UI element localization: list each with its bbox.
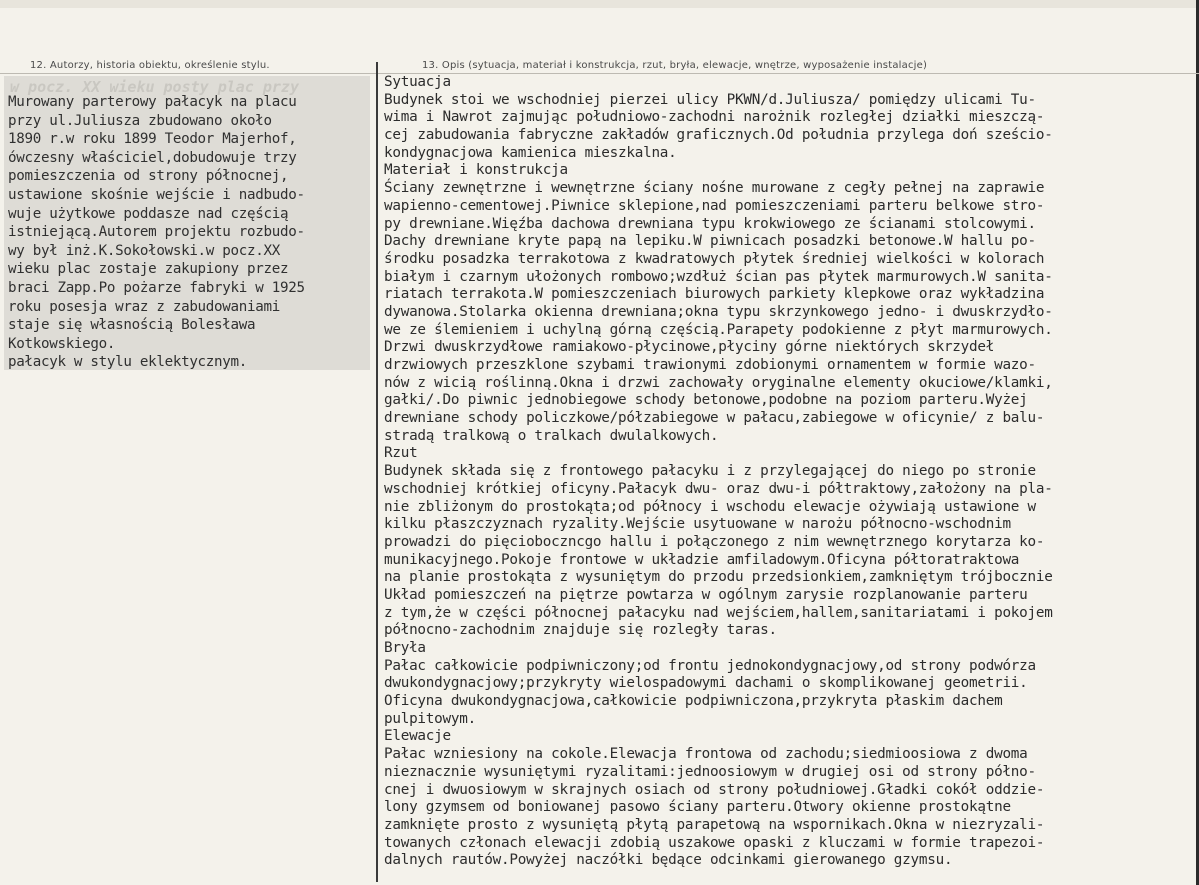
text-line: Dachy drewniane kryte papą na lepiku.W piwnicach posadzki betonowe.W hallu po-: [384, 233, 1036, 250]
text-line: wuje użytkowe poddasze nad częścią: [8, 205, 289, 222]
text-line: kilku płaszczyznach ryzality.Wejście usytuowane w narożu północno-wschodnim: [384, 516, 1011, 533]
text-line: Ściany zewnętrzne i wewnętrzne ściany nośne murowane z cegły pełnej na zaprawie: [384, 180, 1045, 197]
text-line: drewniane schody policzkowe/półzabiegowe w pałacu,zabiegowe w oficynie/ z balu-: [384, 410, 1045, 427]
text-line: zamknięte prosto z wysuniętą płytą parapetową na wspornikach.Okna w niezryzali-: [384, 816, 1045, 833]
text-line: na planie prostokąta z wysuniętym do przodu przedsionkiem,zamkniętym trójbocznie: [384, 569, 1053, 586]
text-line: ówczesny właściciel,dobudowuje trzy: [8, 149, 297, 166]
section-heading-elewacje: Elewacje: [384, 728, 451, 745]
text-line: cej zabudowania fabryczne zakładów graficznych.Od południa przylega doń sześcio-: [384, 127, 1053, 144]
history-text-block: [8, 93, 372, 372]
text-line: braci Zapp.Po pożarze fabryki w 1925: [8, 279, 305, 296]
section-heading-rzut: Rzut: [384, 445, 418, 462]
text-line: dywanowa.Stolarka okienna drewniana;okna typu skrzynkowego jedno- i dwuskrzydło-: [384, 303, 1053, 320]
text-line: pulpitowym.: [384, 710, 476, 727]
section-12-header: 12. Autorzy, historia obiektu, określenie stylu.: [30, 60, 270, 71]
section-heading-material: Materiał i konstrukcja: [384, 162, 568, 179]
text-line: Budynek składa się z frontowego pałacyku i z przylegającej do niego po stronie: [384, 463, 1036, 480]
text-line: nieznacznie wysuniętymi ryzalitami:jednoosiowym w drugiej osi od strony półno-: [384, 763, 1036, 780]
text-line: północno-zachodnim znajduje się rozległy taras.: [384, 622, 777, 639]
faded-overwritten-text: w pocz. XX wieku posty plac przy: [10, 78, 299, 96]
text-line: przy ul.Juliusza zbudowano około: [8, 112, 272, 129]
text-line: nie zbliżonym do prostokąta;od północy i wschodu elewacje ożywiają ustawione w: [384, 498, 1036, 515]
section-heading-sytuacja: Sytuacja: [384, 74, 451, 90]
text-line: 1890 r.w roku 1899 Teodor Majerhof,: [8, 131, 297, 148]
text-line: Kotkowskiego.: [8, 335, 116, 352]
text-line: prowadzi do pięcioboczncgo hallu i połączonego z nim wewnętrznego korytarza ko-: [384, 533, 1045, 550]
text-line: wy był inż.K.Sokołowski.w pocz.XX: [8, 242, 280, 259]
description-text-block: [384, 74, 1196, 870]
text-line: z tym,że w części północnej pałacyku nad wejściem,hallem,sanitariatami i pokojem: [384, 604, 1053, 621]
text-line: riatach terrakota.W pomieszczeniach biurowych parkiety klepkowe oraz wykładzina: [384, 286, 1045, 303]
text-line: we ze ślemieniem i uchylną górną częścią.Parapety podokienne z płyt marmurowych.: [384, 321, 1053, 338]
text-line: py drewniane.Więźba dachowa drewniana typu krokwiowego ze ścianami stolcowymi.: [384, 215, 1036, 232]
text-line: kondygnacjowa kamienica mieszkalna.: [384, 144, 677, 161]
text-line: Oficyna dwukondygnacjowa,całkowicie podpiwniczona,przykryta płaskim dachem: [384, 693, 1003, 710]
text-line: Pałac całkowicie podpiwniczony;od frontu jednokondygnacjowy,od strony podwórza: [384, 657, 1036, 674]
text-line: dalnych rautów.Powyżej naczółki będące odcinkami gierowanego gzymsu.: [384, 852, 953, 869]
column-divider: [376, 62, 378, 882]
text-line: cnej i dwuosiowym w skrajnych osiach od strony południowej.Gładki cokół oddzie-: [384, 781, 1045, 798]
text-line: drzwiowych przeszklone szybami trawionymi zdobionymi ornamentem w formie wazo-: [384, 357, 1036, 373]
text-line: munikacyjnego.Pokoje frontowe w układzie amfiladowym.Oficyna półtoratraktowa: [384, 551, 1020, 568]
text-line: lony gzymsem od boniowanej pasowo ściany parteru.Otwory okienne prostokątne: [384, 799, 1011, 816]
text-line: pomieszczenia od strony północnej,: [8, 168, 289, 185]
text-line: nów z wicią roślinną.Okna i drzwi zachowały oryginalne elementy okuciowe/klamki,: [384, 374, 1053, 391]
text-line: dwukondygnacjowy;przykryty wielospadowymi dachami o skomplikowanej geometrii.: [384, 675, 1028, 692]
text-line: pałacyk w stylu eklektycznym.: [8, 354, 248, 371]
section-heading-bryla: Bryła: [384, 640, 426, 656]
text-line: stradą tralkową o tralkach dwulalkowych.: [384, 427, 719, 444]
scan-top-edge: [0, 0, 1199, 8]
text-line: Budynek stoi we wschodniej pierzei ulicy PKWN/d.Juliusza/ pomiędzy ulicami Tu-: [384, 91, 1036, 108]
text-line: wapienno-cementowej.Piwnice sklepione,nad pomieszczeniami parteru belkowe stro-: [384, 197, 1045, 214]
text-line: wschodniej krótkiej oficyny.Pałacyk dwu- oraz dwu-i półtraktowy,założony na pla-: [384, 480, 1053, 497]
text-line: istniejącą.Autorem projektu rozbudo-: [8, 224, 305, 241]
text-line: Układ pomieszczeń na piętrze powtarza w ogólnym zarysie rozplanowanie parteru: [384, 586, 1028, 603]
section-13-header: 13. Opis (sytuacja, materiał i konstrukcja, rzut, bryła, elewacje, wnętrze, wyposażenie instalacje): [422, 60, 928, 71]
text-line: białym i czarnym ułożonych rombowo;wzdłuż ścian pas płytek marmurowych.W sanita-: [384, 268, 1053, 285]
text-line: wieku plac zostaje zakupiony przez: [8, 261, 289, 278]
text-line: Drzwi dwuskrzydłowe ramiakowo-płycinowe,płyciny górne niektórych skrzydeł: [384, 339, 995, 356]
text-line: środku posadzka terrakotowa z kwadratowych płytek średniej wielkości w kolorach: [384, 250, 1045, 267]
text-line: Pałac wzniesiony na cokole.Elewacja frontowa od zachodu;siedmioosiowa z dwoma: [384, 746, 1028, 763]
text-line: wima i Nawrot zajmując południowo-zachodni narożnik rozległej działki mieszczą-: [384, 109, 1045, 126]
text-line: gałki/.Do piwnic jednobiegowe schody betonowe,podobne na poziom parteru.Wyżej: [384, 392, 1028, 409]
text-line: staje się własnością Bolesława: [8, 317, 256, 334]
text-line: towanych członach elewacji zdobią uszakowe opaski z kluczami w formie trapezoi-: [384, 834, 1045, 851]
text-line: Murowany parterowy pałacyk na placu: [8, 94, 297, 110]
text-line: ustawione skośnie wejście i nadbudo-: [8, 186, 305, 203]
text-line: roku posesja wraz z zabudowaniami: [8, 298, 280, 315]
